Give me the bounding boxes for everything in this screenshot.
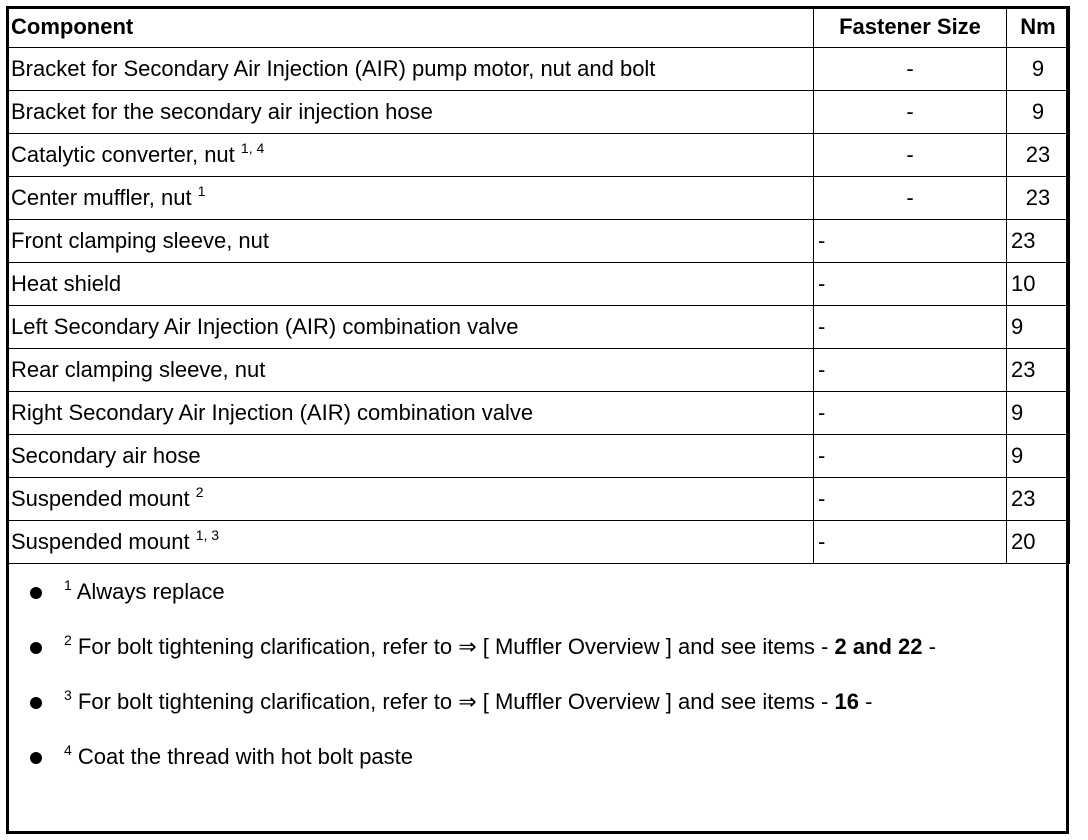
component-text: Bracket for Secondary Air Injection (AIR) pump motor, nut and bolt [11, 56, 656, 81]
footnote-text: $^1$ Always replace [64, 577, 225, 604]
component-cell [7, 134, 814, 177]
footnote-reference: 2 [195, 484, 204, 500]
table-row [7, 392, 1070, 435]
header-component: Component [7, 7, 814, 48]
footnote-item [30, 682, 1060, 737]
torque-nm-cell: 23 [1007, 349, 1070, 392]
torque-nm-cell: 9 [1007, 306, 1070, 349]
footnote-text: $^4$ Coat the thread with hot bolt paste [64, 742, 414, 769]
component-text: Center muffler, nut [11, 185, 192, 210]
muffler-overview-link[interactable]: [ Muffler Overview ] [482, 634, 672, 659]
bullet-icon [30, 642, 42, 654]
footnote-number: 2 [64, 632, 72, 648]
item-numbers: 2 and 22 [834, 634, 923, 659]
torque-nm-cell: 23 [1007, 177, 1070, 220]
table-row [7, 435, 1070, 478]
torque-nm-cell: 23 [1007, 134, 1070, 177]
footnote-reference: 1 [197, 183, 206, 199]
torque-nm-cell: 20 [1007, 521, 1070, 564]
fastener-size-cell: - [814, 478, 1007, 521]
fastener-size-cell: - [814, 306, 1007, 349]
torque-nm-cell: 9 [1007, 392, 1070, 435]
header-fastener-size: Fastener Size [814, 7, 1007, 48]
table-row [7, 478, 1070, 521]
footnote-text: $^2$ For bolt tightening clarification, refer to ⇒ [ Muffler Overview ] and see items - 2 and 22 - [64, 632, 936, 659]
bullet-icon [30, 752, 42, 764]
component-cell [7, 177, 814, 220]
component-cell [7, 263, 814, 306]
component-text: Right Secondary Air Injection (AIR) combination valve [11, 400, 534, 425]
component-cell [7, 392, 814, 435]
fastener-size-cell: - [814, 48, 1007, 91]
table-header-row [7, 7, 1070, 48]
table-row [7, 48, 1070, 91]
component-cell [7, 220, 814, 263]
muffler-overview-link[interactable]: [ Muffler Overview ] [482, 689, 672, 714]
table-row [7, 134, 1070, 177]
fastener-size-cell: - [814, 220, 1007, 263]
component-text: Heat shield [11, 271, 122, 296]
fastener-size-cell: - [814, 392, 1007, 435]
fastener-size-cell: - [814, 349, 1007, 392]
footnote-item [30, 572, 1060, 627]
component-text: Suspended mount [11, 486, 190, 511]
torque-spec-table [6, 6, 1070, 564]
bullet-icon [30, 697, 42, 709]
component-cell [7, 306, 814, 349]
fastener-size-cell: - [814, 435, 1007, 478]
component-cell [7, 478, 814, 521]
component-text: Catalytic converter, nut [11, 142, 235, 167]
table-row [7, 220, 1070, 263]
component-cell [7, 435, 814, 478]
footnote-number: 3 [64, 687, 72, 703]
fastener-size-cell: - [814, 521, 1007, 564]
torque-nm-cell: 23 [1007, 220, 1070, 263]
footnote-item [30, 627, 1060, 682]
header-nm: Nm [1007, 7, 1070, 48]
component-text: Suspended mount [11, 529, 190, 554]
component-cell [7, 349, 814, 392]
component-text: Secondary air hose [11, 443, 201, 468]
component-cell [7, 521, 814, 564]
component-text: Bracket for the secondary air injection hose [11, 99, 433, 124]
footnote-item [30, 737, 1060, 792]
table-row [7, 263, 1070, 306]
component-cell [7, 48, 814, 91]
torque-nm-cell: 23 [1007, 478, 1070, 521]
table-row [7, 91, 1070, 134]
table-row [7, 349, 1070, 392]
torque-nm-cell: 9 [1007, 48, 1070, 91]
footnote-reference: 1, 4 [240, 140, 265, 156]
footnotes-list [30, 572, 1060, 792]
table-row [7, 521, 1070, 564]
torque-nm-cell: 10 [1007, 263, 1070, 306]
footnote-number: 1 [64, 577, 72, 593]
component-text: Rear clamping sleeve, nut [11, 357, 266, 382]
item-numbers: 16 [834, 689, 859, 714]
fastener-size-cell: - [814, 263, 1007, 306]
footnote-number: 4 [64, 742, 72, 758]
bullet-icon [30, 587, 42, 599]
table-body [7, 48, 1070, 564]
torque-nm-cell: 9 [1007, 91, 1070, 134]
fastener-size-cell: - [814, 91, 1007, 134]
table-row [7, 177, 1070, 220]
component-text: Left Secondary Air Injection (AIR) combination valve [11, 314, 519, 339]
component-cell [7, 91, 814, 134]
fastener-size-cell: - [814, 134, 1007, 177]
footnote-reference: 1, 3 [195, 527, 220, 543]
fastener-size-cell: - [814, 177, 1007, 220]
component-text: Front clamping sleeve, nut [11, 228, 270, 253]
footnote-text: $^3$ For bolt tightening clarification, refer to ⇒ [ Muffler Overview ] and see items - 16 - [64, 687, 873, 714]
table-row [7, 306, 1070, 349]
torque-nm-cell: 9 [1007, 435, 1070, 478]
